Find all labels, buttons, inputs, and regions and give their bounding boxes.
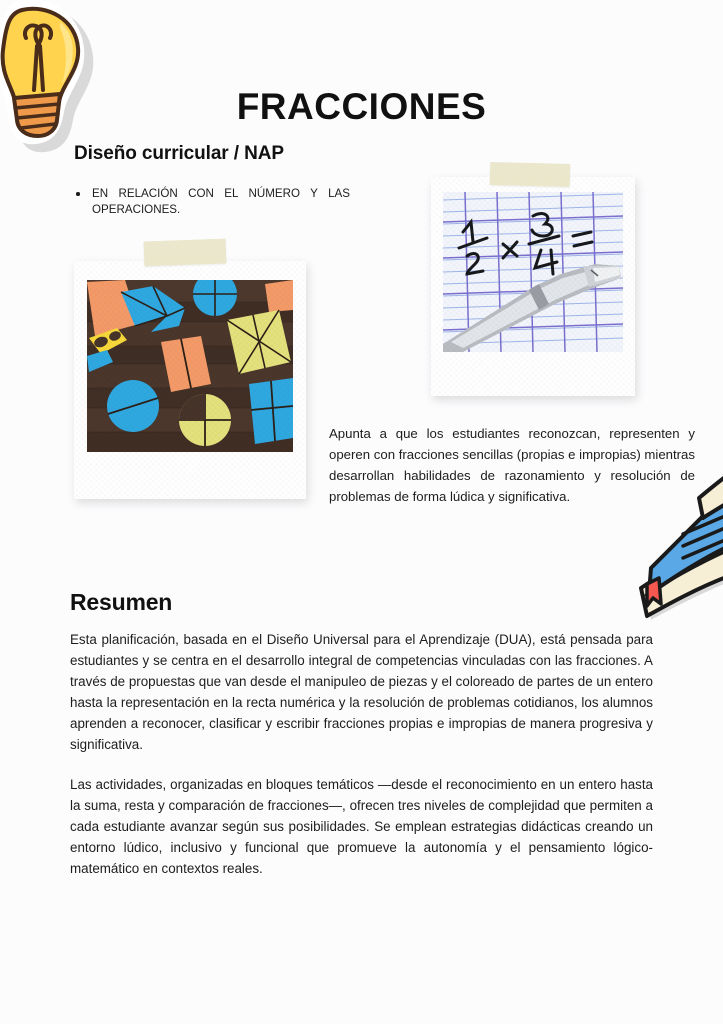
intro-paragraph: Apunta a que los estudiantes reconozcan, representen y operen con fracciones sencillas (propias e impropias) mientras desarrollan habilidades de razonamiento y resolución de problemas de forma lúdica y significativa. — [329, 426, 695, 504]
resumen-body — [70, 629, 653, 880]
photo-image-manipulatives — [87, 280, 293, 452]
resumen-paragraph-1: Esta planificación, basada en el Diseño Universal para el Aprendizaje (DUA), está pensada para estudiantes y se centra en el desarrollo integral de competencias vinculadas con las fracciones. A través de propuestas que van desde el manipuleo de piezas y el coloreado de partes de un entero hasta la representación en la recta numérica y la resolución de problemas cotidianos, los alumnos aprenden a reconocer, clasificar y escribir fracciones propias e impropias de manera progresiva y significativa. — [70, 632, 653, 753]
page-title: FRACCIONES — [236, 86, 487, 127]
lightbulb-sticker — [0, 0, 108, 164]
section-heading-resumen: Resumen — [70, 589, 173, 615]
subtitle-heading: Diseño curricular / NAP — [74, 143, 284, 164]
list-item: EN RELACIÓN CON EL NÚMERO Y LAS OPERACIONES. — [70, 186, 350, 219]
resumen-paragraph-2: Las actividades, organizadas en bloques temáticos —desde el reconocimiento en un entero hasta la suma, resta y comparación de fracciones—, ofrecen tres niveles de complejidad que permiten a cada estudiante avanzar según sus posibilidades. Se emplean estrategias didácticas creando un entorno lúdico, inclusivo y funcional que promueve la autonomía y el pensamiento lógico-matemático en contextos reales. — [70, 777, 653, 877]
tape-strip-manipulatives — [144, 239, 227, 267]
nap-bullet-list — [70, 186, 350, 219]
book-sticker — [625, 472, 723, 632]
handwritten-fraction-photo — [431, 177, 635, 396]
fraction-manipulatives-photo — [74, 261, 306, 499]
tape-strip-pen — [490, 162, 571, 187]
photo-image-pen — [443, 192, 623, 352]
